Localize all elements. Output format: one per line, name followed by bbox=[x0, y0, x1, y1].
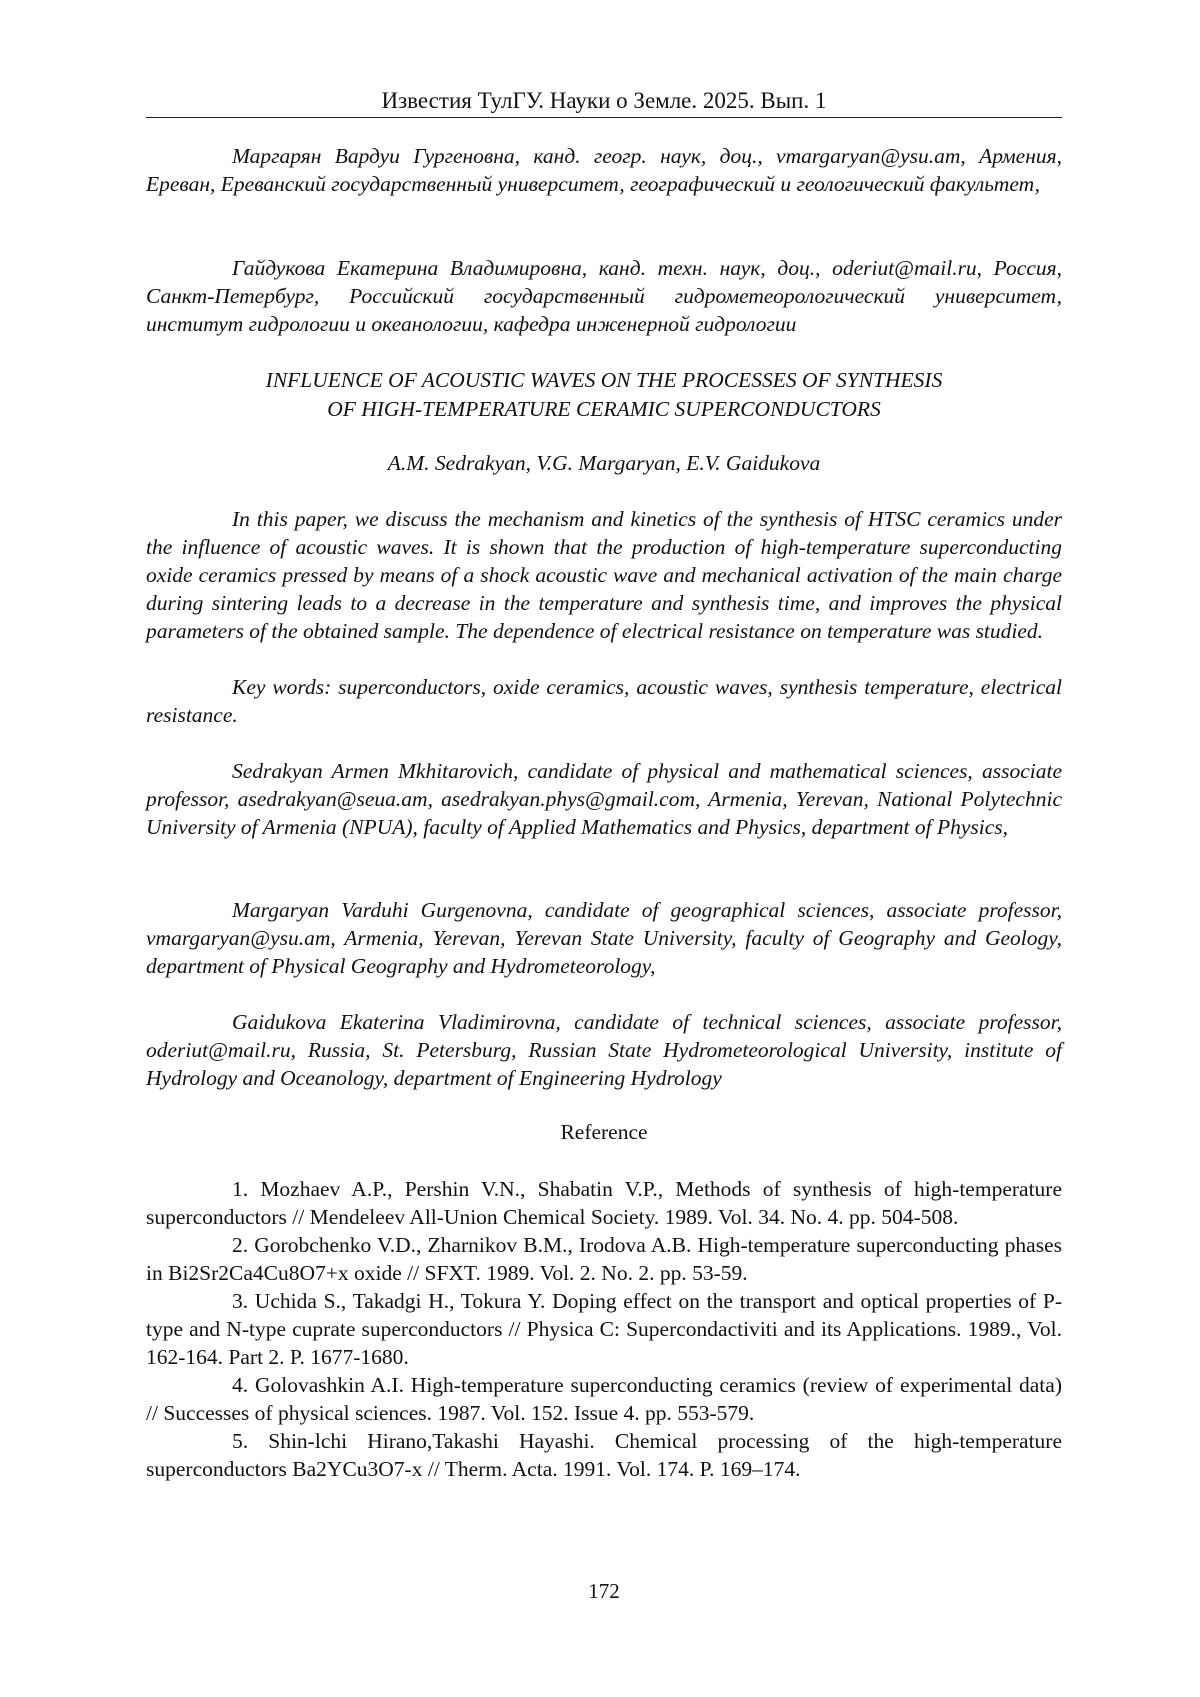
running-head: Известия ТулГУ. Науки о Земле. 2025. Вып. 1 bbox=[381, 88, 827, 113]
article-authors: A.M. Sedrakyan, V.G. Margaryan, E.V. Gaidukova bbox=[387, 451, 821, 475]
references-heading: Reference bbox=[560, 1120, 648, 1144]
abstract: In this paper, we discuss the mechanism and kinetics of the synthesis of HTSC ceramics under the influence of acoustic waves. It is shown that the production of high-temperature superconducting oxide ceramics pressed by means of a shock acoustic wave and mechanical activation of the main charge during sintering leads to a decrease in the temperature and synthesis time, and improves the physical parameters of the obtained sample. The dependence of electrical resistance on temperature was studied. bbox=[146, 507, 1062, 643]
article-title-line-2: OF HIGH-TEMPERATURE CERAMIC SUPERCONDUCTORS bbox=[327, 397, 881, 421]
page-number: 172 bbox=[588, 1579, 620, 1603]
reference-item: 1. Mozhaev A.P., Pershin V.N., Shabatin V.P., Methods of synthesis of high-temperature superconductors // Mendeleev All-Union Chemical Society. 1989. Vol. 34. No. 4. pp. 504-508. bbox=[146, 1177, 1062, 1229]
article-title-line-1: INFLUENCE OF ACOUSTIC WAVES ON THE PROCESSES OF SYNTHESIS bbox=[265, 368, 943, 392]
affiliation-margaryan: Margaryan Varduhi Gurgenovna, candidate of geographical sciences, associate professor, vmargaryan@ysu.am, Armenia, Yerevan, Yerevan State University, faculty of Geography and Geology, department of Physical Geography and Hydrometeorology, bbox=[146, 898, 1062, 978]
reference-list bbox=[146, 1175, 1062, 1483]
reference-item: 5. Shin-lchi Hirano,Takashi Hayashi. Chemical processing of the high-temperature superconductors Ba2YCu3O7-x // Therm. Acta. 1991. Vol. 174. P. 169–174. bbox=[146, 1429, 1062, 1481]
affiliation-gaidukova: Gaidukova Ekaterina Vladimirovna, candidate of technical sciences, associate professor, oderiut@mail.ru, Russia, St. Petersburg, Russian State Hydrometeorological University, institute of Hydrology and Oceanology, department of Engineering Hydrology bbox=[146, 1010, 1062, 1090]
russian-affiliation-gaidukova: Гайдукова Екатерина Владимировна, канд. техн. наук, доц., oderiut@mail.ru, Россия, Санкт-Петербург, Российский государственный гидрометеорологический университет, институт гидрологии и океанологии, кафедра инженерной гидрологии bbox=[146, 256, 1062, 336]
affiliation-sedrakyan: Sedrakyan Armen Mkhitarovich, candidate of physical and mathematical sciences, associate professor, asedrakyan@seua.am, asedrakyan.phys@gmail.com, Armenia, Yerevan, National Polytechnic University of Armenia (NPUA), faculty of Applied Mathematics and Physics, department of Physics, bbox=[146, 759, 1062, 839]
reference-item: 3. Uchida S., Takadgi H., Tokura Y. Doping effect on the transport and optical properties of P-type and N-type cuprate superconductors // Physica C: Supercondactiviti and its Applications. 1989., Vol. 162-164. Part 2. P. 1677-1680. bbox=[146, 1289, 1062, 1369]
reference-item: 2. Gorobchenko V.D., Zharnikov B.M., Irodova A.B. High-temperature superconducting phases in Bi2Sr2Ca4Cu8O7+x oxide // SFXT. 1989. Vol. 2. No. 2. pp. 53-59. bbox=[146, 1233, 1062, 1285]
reference-item: 4. Golovashkin A.I. High-temperature superconducting ceramics (review of experimental data) // Successes of physical sciences. 1987. Vol. 152. Issue 4. pp. 553-579. bbox=[146, 1373, 1062, 1425]
keywords: Key words: superconductors, oxide ceramics, acoustic waves, synthesis temperature, electrical resistance. bbox=[146, 675, 1062, 727]
russian-affiliation-margaryan: Маргарян Вардуи Гургеновна, канд. геогр. наук, доц., vmargaryan@ysu.am, Армения, Ереван, Ереванский государственный университет, географический и геологический факультет, bbox=[146, 144, 1062, 196]
header-rule bbox=[146, 117, 1062, 118]
article-title bbox=[146, 366, 1062, 424]
